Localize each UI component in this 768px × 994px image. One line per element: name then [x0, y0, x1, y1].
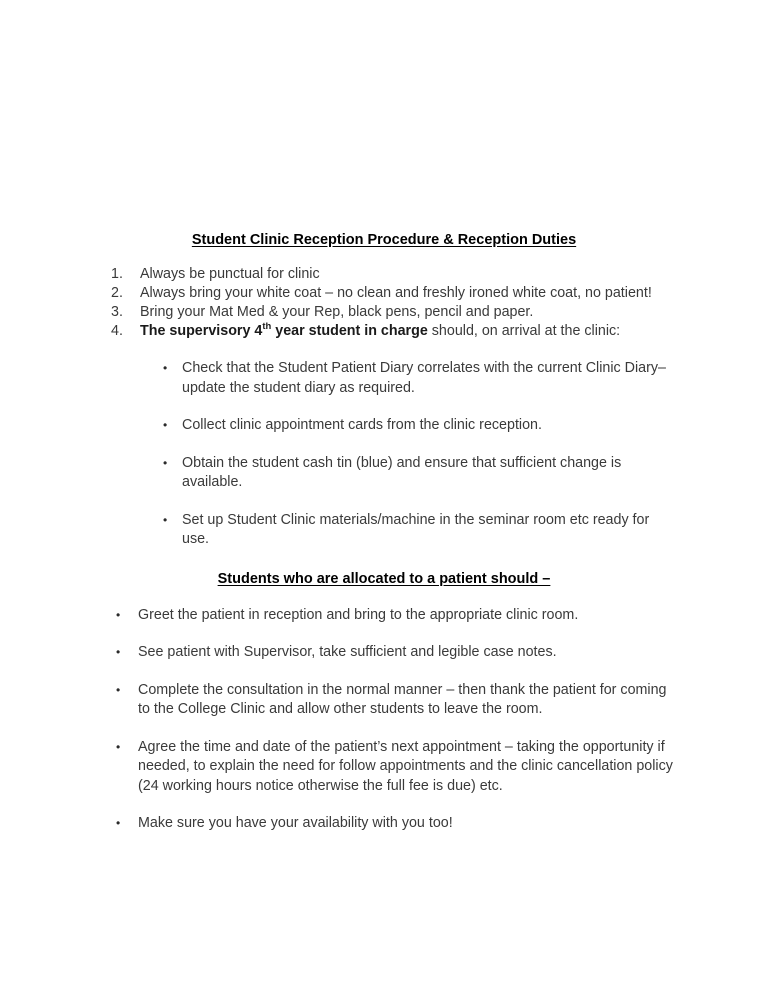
list-item — [0, 606, 673, 626]
bullet-icon: • — [116, 682, 121, 697]
bullet-icon: • — [116, 816, 121, 831]
bullet-icon: • — [163, 361, 168, 376]
list-item — [0, 643, 673, 663]
list-item — [0, 322, 668, 341]
page-title-text: Student Clinic Reception Procedure & Reception Duties — [191, 232, 577, 248]
list-item — [0, 511, 678, 550]
list-item-text: Always be punctual for clinic — [140, 266, 320, 283]
list-item-number: 4. — [111, 323, 123, 340]
list-item — [0, 284, 668, 303]
section-heading-text: Students who are allocated to a patient should – — [217, 570, 551, 587]
list-item-bold-tail: year student in charge — [271, 323, 428, 340]
list-item-text: Set up Student Clinic materials/machine in the seminar room etc ready for use. — [182, 511, 650, 548]
bullet-icon: • — [116, 739, 121, 754]
list-item-text: Collect clinic appointment cards from the clinic reception. — [182, 417, 542, 434]
list-item-text: Check that the Student Patient Diary correlates with the current Clinic Diary– update the student diary as required. — [182, 360, 666, 396]
list-item — [0, 454, 678, 493]
list-item — [0, 303, 668, 322]
list-item — [0, 359, 678, 398]
list-item — [0, 681, 673, 720]
list-item-text: Always bring your white coat – no clean and freshly ironed white coat, no patient! — [140, 285, 652, 302]
list-item-text: Agree the time and date of the patient’s next appointment – taking the opportunity if needed, to explain the need for follow appointments and the clinic cancellation policy (24 working hours notice otherwise the full fee is due) etc. — [138, 738, 673, 794]
list-item — [0, 265, 668, 284]
bullet-icon: • — [163, 418, 168, 433]
bullet-icon: • — [163, 512, 168, 527]
bullet-icon: • — [116, 607, 121, 622]
list-item — [0, 814, 673, 834]
list-item-text: Complete the consultation in the normal manner – then thank the patient for coming to the College Clinic and allow other students to leave the room. — [138, 681, 667, 718]
section-heading — [0, 550, 768, 588]
list-item-text: Greet the patient in reception and bring to the appropriate clinic room. — [138, 606, 579, 623]
list-item-bold-lead — [140, 320, 428, 340]
list-item — [0, 416, 678, 436]
main-bullet-list — [0, 588, 768, 834]
list-item-text: should, on arrival at the clinic: — [427, 323, 621, 340]
page-title — [0, 0, 768, 249]
bullet-icon: • — [163, 455, 168, 470]
list-item-text: Make sure you have your availability with you too! — [138, 815, 453, 832]
numbered-procedure-list — [0, 249, 768, 341]
list-item-text: Obtain the student cash tin (blue) and ensure that sufficient change is available. — [182, 454, 622, 491]
bullet-icon: • — [116, 645, 121, 660]
list-item-number: 2. — [111, 285, 123, 302]
sub-bullet-list — [0, 341, 768, 550]
list-item-bold-text: The supervisory 4 — [140, 323, 263, 340]
list-item-number: 1. — [111, 266, 123, 283]
list-item-text: See patient with Supervisor, take sufficient and legible case notes. — [138, 644, 557, 661]
list-item — [0, 738, 673, 797]
list-item-number: 3. — [111, 304, 123, 321]
ordinal-superscript: th — [262, 320, 272, 332]
list-item-text: Bring your Mat Med & your Rep, black pens, pencil and paper. — [140, 304, 534, 321]
